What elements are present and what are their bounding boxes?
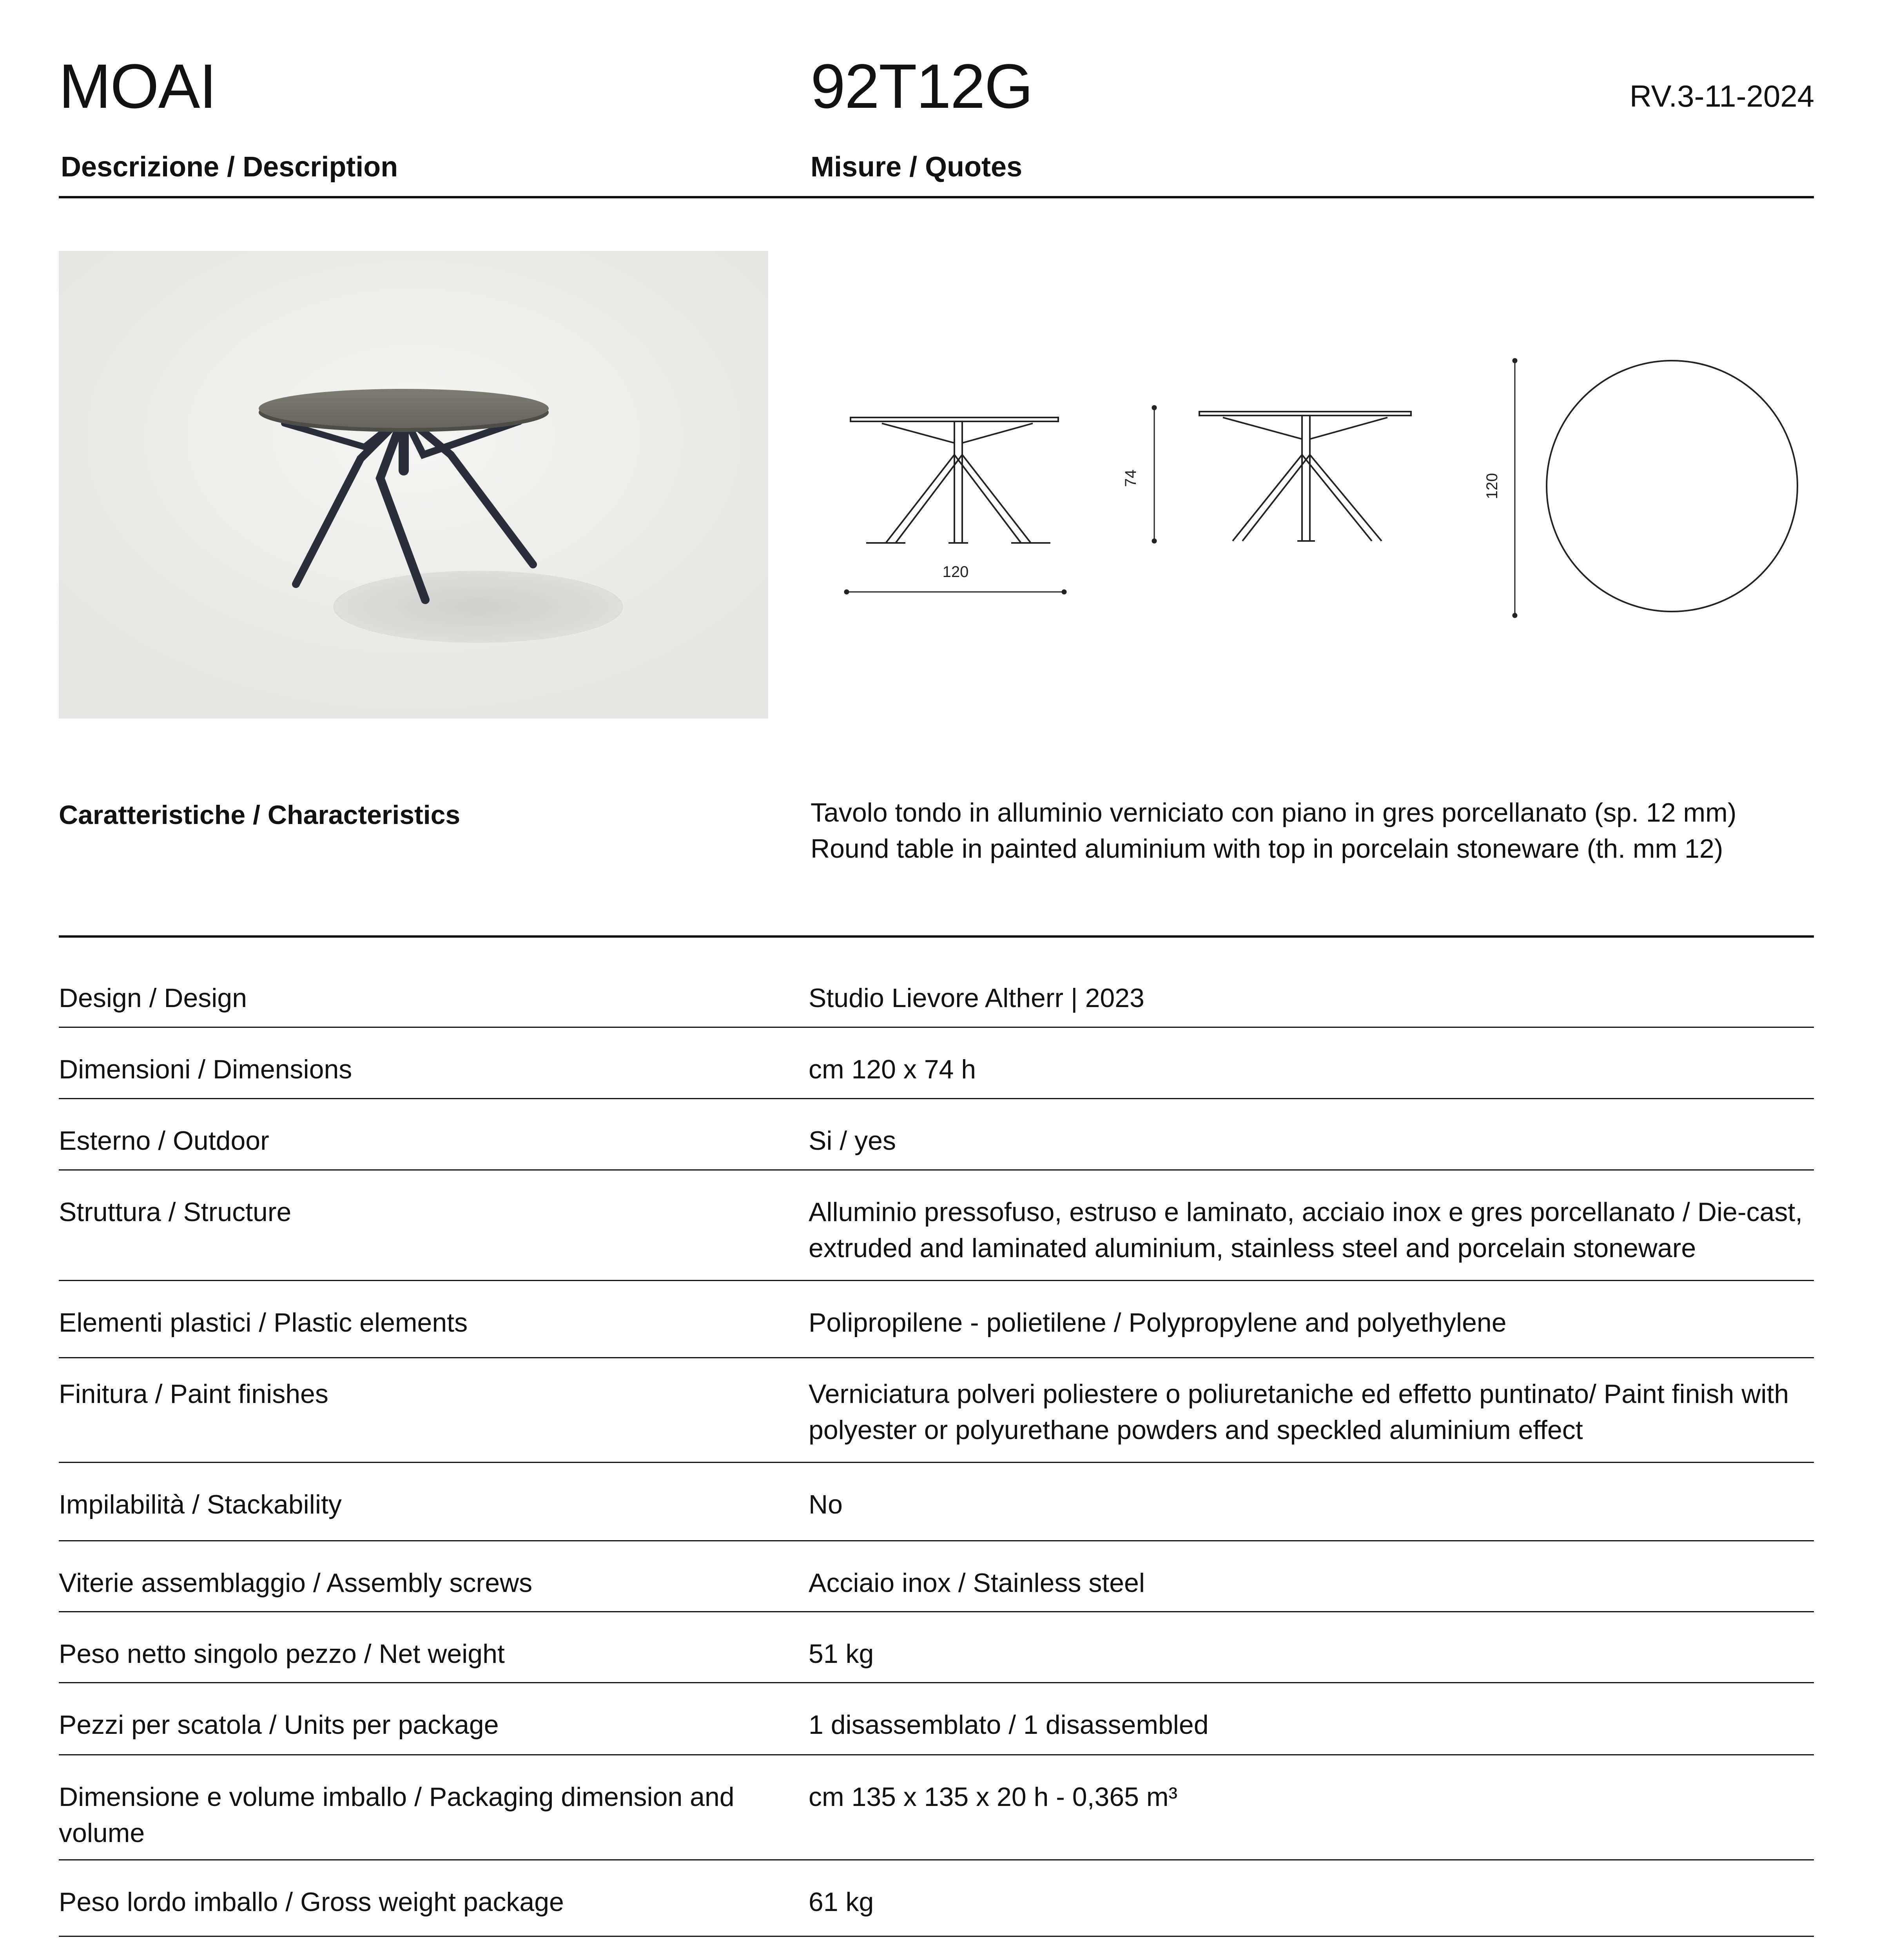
spec-value: cm 135 x 135 x 20 h - 0,365 m³ [809, 1782, 1178, 1812]
spec-row [59, 1171, 1814, 1281]
quotes-heading: Misure / Quotes [811, 151, 1023, 183]
spec-row [59, 1463, 1814, 1541]
spec-label: Esterno / Outdoor [59, 1126, 269, 1156]
technical-drawings [807, 251, 1814, 719]
spec-label: Struttura / Structure [59, 1197, 292, 1227]
spec-row [59, 1028, 1814, 1099]
spec-value: Verniciatura polveri poliestere o poliuretaniche ed effetto puntinato/ Paint finish with polyester or polyurethane powders and speckled aluminium effect [809, 1379, 1789, 1445]
spec-value: 51 kg [809, 1639, 874, 1669]
spec-row [59, 1358, 1814, 1463]
product-photo [59, 251, 768, 719]
revision-date: RV.3-11-2024 [1629, 79, 1814, 113]
top-diameter-label: 120 [1483, 473, 1501, 499]
description-heading: Descrizione / Description [61, 151, 398, 183]
spec-value: Polipropilene - polietilene / Polypropylene and polyethylene [809, 1308, 1507, 1338]
product-code: 92T12G [811, 51, 1033, 121]
characteristics-divider [59, 935, 1814, 938]
spec-label: Pezzi per scatola / Units per package [59, 1710, 499, 1740]
spec-value: Acciaio inox / Stainless steel [809, 1568, 1145, 1598]
header-divider [59, 196, 1814, 198]
front-view-drawing [851, 417, 1058, 543]
spec-value: Studio Lievore Altherr | 2023 [809, 983, 1144, 1013]
spec-value: No [809, 1490, 843, 1519]
spec-value: 61 kg [809, 1887, 874, 1917]
spec-row [59, 1755, 1814, 1860]
spec-label: Design / Design [59, 983, 247, 1013]
spec-row [59, 1937, 1814, 1960]
product-name: MOAI [59, 51, 216, 121]
characteristics-text [811, 795, 1814, 867]
spec-label: Viterie assemblaggio / Assembly screws [59, 1568, 533, 1598]
spec-label: Elementi plastici / Plastic elements [59, 1308, 468, 1338]
spec-row [59, 1860, 1814, 1937]
spec-label: Dimensione e volume imballo / Packaging dimension and volume [59, 1782, 734, 1848]
top-view-drawing [1547, 361, 1797, 612]
spec-value: Alluminio pressofuso, estruso e laminato, acciaio inox e gres porcellanato / Die-cast, extruded and laminated aluminium, stainless steel and porcelain stoneware [809, 1197, 1803, 1263]
characteristics-label: Caratteristiche / Characteristics [59, 800, 461, 830]
characteristics-line-en: Round table in painted aluminium with top in porcelain stoneware (th. mm 12) [811, 834, 1723, 864]
side-height-label: 74 [1122, 469, 1139, 487]
spec-row [59, 1281, 1814, 1358]
spec-value: 1 disassemblato / 1 disassembled [809, 1710, 1209, 1740]
spec-row [59, 1683, 1814, 1755]
spec-label: Peso lordo imballo / Gross weight package [59, 1887, 564, 1917]
spec-value: Si / yes [809, 1126, 896, 1156]
front-width-label: 120 [942, 563, 969, 581]
spec-label: Finitura / Paint finishes [59, 1379, 328, 1409]
spec-table [59, 939, 1814, 1960]
characteristics-line-it: Tavolo tondo in alluminio verniciato con piano in gres porcellanato (sp. 12 mm) [811, 798, 1737, 828]
spec-label: Peso netto singolo pezzo / Net weight [59, 1639, 505, 1669]
spec-label: Impilabilità / Stackability [59, 1490, 342, 1519]
spec-row [59, 1541, 1814, 1612]
spec-row [59, 939, 1814, 1028]
spec-row [59, 1612, 1814, 1683]
spec-value: cm 120 x 74 h [809, 1054, 976, 1084]
spec-label: Dimensioni / Dimensions [59, 1054, 352, 1084]
spec-row [59, 1099, 1814, 1171]
side-view-drawing [1199, 412, 1411, 541]
